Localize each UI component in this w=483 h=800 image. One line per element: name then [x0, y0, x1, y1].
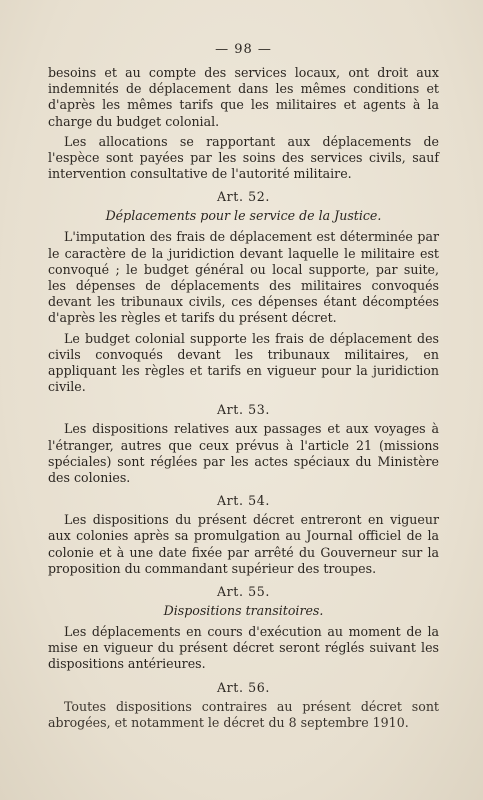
paragraph-passages: Les dispositions relatives aux passages et aux voyages à l'étranger, autres que ceux prévus à l'article 21 (missions spéciales) sont réglées par les actes spéciaux du Ministère des colonies. — [48, 421, 439, 486]
paragraph-allocations: Les allocations se rapportant aux déplacements de l'espèce sont payées par les soins des services civils, sauf intervention consultative de l'autorité militaire. — [48, 133, 439, 182]
paragraph-abrogation: Toutes dispositions contraires au présent décret sont abrogées, et notamment le décret du 8 septembre 1910. — [48, 698, 439, 730]
article-heading-55: Art. 55. — [216, 584, 270, 600]
paragraph-imputation: L'imputation des frais de déplacement est déterminée par le caractère de la juridiction devant laquelle le militaire est convoqué ; le budget général ou local supporte, par suite, les dépenses de déplacements des militaires convoqués devant les tribunaux civils, ces dépenses étant décomptées d'après les règles et tarifs du présent décret. — [48, 229, 439, 326]
article-heading-54: Art. 54. — [216, 493, 270, 509]
article-heading-53: Art. 53. — [216, 402, 270, 418]
page-number: — 98 — — [215, 42, 272, 57]
section-subtitle-justice: Déplacements pour le service de la Justice. — [105, 208, 382, 224]
article-heading-56: Art. 56. — [216, 679, 270, 695]
article-heading-52: Art. 52. — [216, 189, 270, 205]
section-subtitle-transitoires: Dispositions transitoires. — [163, 603, 324, 619]
paragraph-continued: besoins et au compte des services locaux, ont droit aux indemnités de déplacement dans les mêmes conditions et d'après les mêmes tarifs que les militaires et agents à la charge du budget colonial. — [48, 65, 439, 129]
paragraph-entree-en-vigueur: Les dispositions du présent décret entreront en vigueur aux colonies après sa promulgation au Journal officiel de la colonie et à une date fixée par arrêté du Gouverneur sur la proposition du commandant supérieur des troupes. — [48, 512, 439, 576]
paragraph-budget-colonial: Le budget colonial supporte les frais de déplacement des civils convoqués devant les tribunaux militaires, en appliquant les règles et tarifs en vigueur pour la juridiction civile. — [48, 330, 439, 395]
paragraph-deplacements-en-cours: Les déplacements en cours d'exécution au moment de la mise en vigueur du présent décret seront réglés suivant les dispositions antérieures. — [48, 624, 439, 672]
